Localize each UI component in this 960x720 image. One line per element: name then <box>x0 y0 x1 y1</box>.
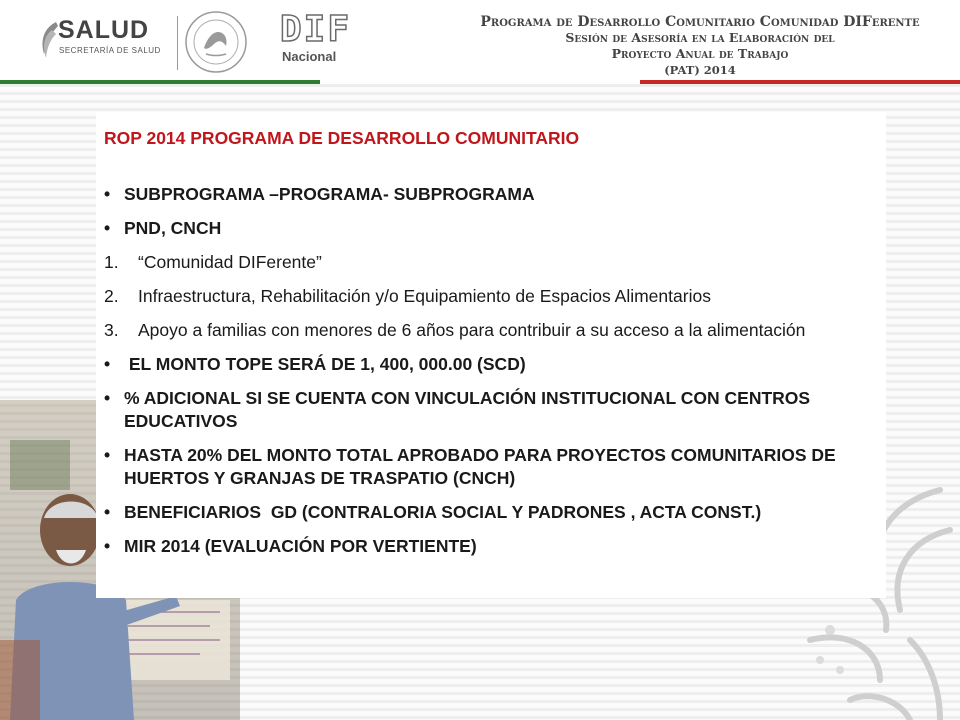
mexico-seal-icon <box>184 10 248 74</box>
list-item-text: HASTA 20% DEL MONTO TOTAL APROBADO PARA PROYECTOS COMUNITARIOS DE HUERTOS Y GRANJAS DE TRASPATIO (CNCH) <box>124 445 836 488</box>
salud-logo-subtitle: SECRETARÍA DE SALUD <box>59 46 161 55</box>
list-item-text: % ADICIONAL SI SE CUENTA CON VINCULACIÓN INSTITUCIONAL CON CENTROS EDUCATIVOS <box>124 388 811 431</box>
list-item <box>104 501 874 524</box>
list-item <box>104 319 874 342</box>
bullet-marker: • <box>104 536 111 556</box>
bullet-marker: • <box>104 218 111 238</box>
title-line-3: Proyecto Anual de Trabajo <box>611 46 789 61</box>
bullet-marker: • <box>104 445 111 465</box>
list-item <box>104 285 874 308</box>
list-item <box>104 251 874 274</box>
title-line-4: (PAT) 2014 <box>664 63 736 77</box>
slide-content <box>104 128 874 569</box>
list-item <box>104 183 874 206</box>
list-item-text: PND, CNCH <box>124 218 222 238</box>
bullet-marker: • <box>104 184 111 204</box>
list-item-text: BENEFICIARIOS GD (CONTRALORIA SOCIAL Y PADRONES , ACTA CONST.) <box>124 502 762 522</box>
list-item-text: Apoyo a familias con menores de 6 años para contribuir a su acceso a la alimentación <box>138 320 806 340</box>
list-item <box>104 444 874 490</box>
salud-logo-word: SALUD <box>58 16 150 44</box>
bullet-marker: • <box>104 388 111 408</box>
salud-swoosh-icon <box>38 20 60 60</box>
bullet-marker: • <box>104 502 111 522</box>
number-marker: 2. <box>104 286 119 306</box>
list-item-text: “Comunidad DIFerente” <box>138 252 322 272</box>
presentation-title <box>462 14 938 78</box>
number-marker: 3. <box>104 320 119 340</box>
dif-logo <box>276 9 356 72</box>
list-item-text: MIR 2014 (EVALUACIÓN POR VERTIENTE) <box>124 536 477 556</box>
salud-logo <box>38 16 168 64</box>
list-item <box>104 387 874 433</box>
number-marker: 1. <box>104 252 119 272</box>
bullet-marker: • <box>104 354 111 374</box>
list-item <box>104 217 874 240</box>
title-line-1: Programa de Desarrollo Comunitario Comunidad DIFerente <box>480 14 920 30</box>
list-item-text: SUBPROGRAMA –PROGRAMA- SUBPROGRAMA <box>124 184 535 204</box>
list-item <box>104 535 874 558</box>
dif-logo-subtitle: Nacional <box>282 49 337 64</box>
logo-divider <box>177 16 178 70</box>
title-line-2: Sesión de Asesoría en la Elaboración del <box>565 30 835 45</box>
header-bar <box>0 0 960 82</box>
list-item-text: EL MONTO TOPE SERÁ DE 1, 400, 000.00 (SCD) <box>124 354 526 374</box>
slide-heading: ROP 2014 PROGRAMA DE DESARROLLO COMUNITARIO <box>104 128 580 148</box>
list-item-text: Infraestructura, Rehabilitación y/o Equipamiento de Espacios Alimentarios <box>138 286 711 306</box>
list-item <box>104 353 874 376</box>
dif-logo-word: DIF <box>280 9 352 50</box>
